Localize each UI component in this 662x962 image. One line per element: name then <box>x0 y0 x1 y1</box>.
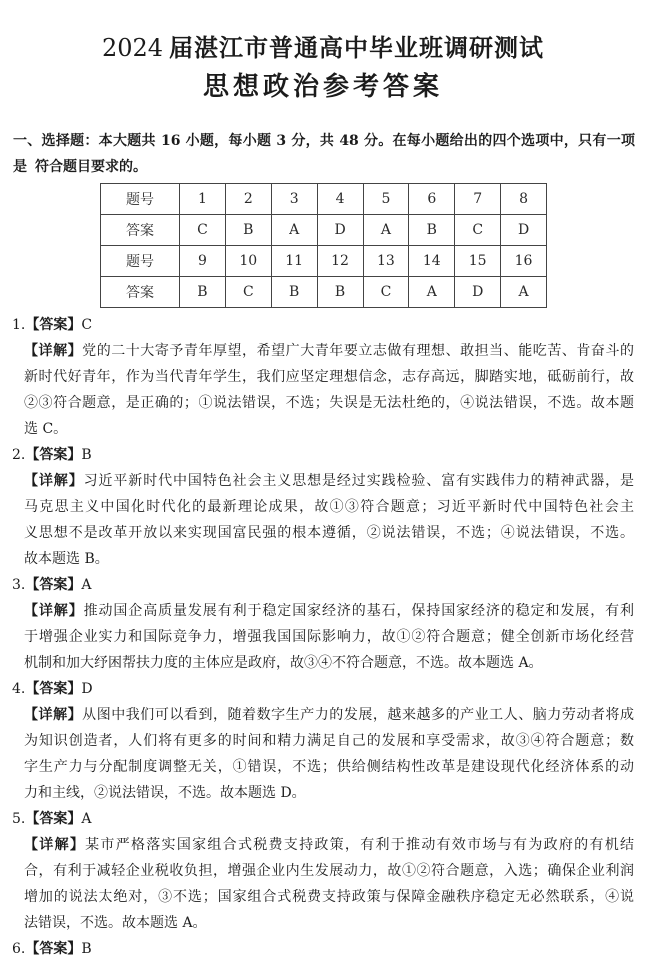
table-cell: D <box>501 215 547 246</box>
detail-line: 字生产力与分配制度调整无关，①错误，不选；供给侧结构性改革是建设现代化经济体系的动 <box>24 759 634 775</box>
detail-line: 为知识创造者，人们将有更多的时间和精力满足自己的发展和享受需求，故③④符合题意；数 <box>24 733 634 749</box>
detail-label: 【详解】 <box>24 343 83 359</box>
title-text: 届湛江市普通高中毕业班调研测试 <box>169 34 545 62</box>
table-row <box>101 246 547 277</box>
table-cell: 6 <box>409 184 455 215</box>
answer-table <box>100 183 547 308</box>
answer-label: 【答案】 <box>25 447 82 463</box>
table-cell: A <box>501 277 547 308</box>
table-cell: A <box>271 215 317 246</box>
table-cell: B <box>409 215 455 246</box>
table-cell: 2 <box>225 184 271 215</box>
detail-line <box>24 598 634 624</box>
answer-value: B <box>81 447 92 463</box>
detail-line: 义思想不是改革开放以来实现国富民强的根本遵循，②说法错误，不选；④说法错误，不选。 <box>24 525 634 541</box>
answer-label: 【答案】 <box>25 577 82 593</box>
table-cell: B <box>180 277 226 308</box>
table-cell: 14 <box>409 246 455 277</box>
question-number: 2. <box>12 447 26 463</box>
detail-line: ②③符合题意，是正确的；①说法错误，不选；失误是无法杜绝的，④说法错误，不选。故本题 <box>24 395 634 411</box>
answer-line <box>0 806 662 832</box>
answer-label: 【答案】 <box>25 811 82 827</box>
detail-line: 力和主线，②说法错误，不选。故本题选 D。 <box>24 785 306 801</box>
question-number: 6. <box>12 941 26 957</box>
row-header: 答案 <box>101 215 180 246</box>
table-cell: 4 <box>317 184 363 215</box>
answer-line <box>0 676 662 702</box>
table-row <box>101 184 547 215</box>
detail-line: 新时代好青年，作为当代青年学生，我们应坚定理想信念，志存高远，脚踏实地，砥砺前行，故 <box>24 369 634 385</box>
table-cell: 7 <box>455 184 501 215</box>
table-cell: B <box>317 277 363 308</box>
detail-text: 习近平新时代中国特色社会主义思想是经过实践检验、富有实践伟力的精神武器，是 <box>83 473 635 489</box>
table-cell: B <box>225 215 271 246</box>
detail-line: 机制和加大纾困帮扶力度的主体应是政府，故③④不符合题意，不选。故本题选 A。 <box>24 655 543 671</box>
detail-text: 党的二十大寄予青年厚望，希望广大青年要立志做有理想、敢担当、能吃苦、肯奋斗的 <box>82 343 635 359</box>
table-cell: 15 <box>455 246 501 277</box>
row-header: 题号 <box>101 184 180 215</box>
detail-line: 故本题选 B。 <box>24 551 109 567</box>
detail-line <box>24 702 634 728</box>
document-title <box>0 32 646 64</box>
answer-label: 【答案】 <box>25 681 82 697</box>
answer-line <box>0 936 662 956</box>
answer-value: B <box>81 941 92 957</box>
detail-text: 推动国企高质量发展有利于稳定国家经济的基石，保持国家经济的稳定和发展，有利 <box>83 603 635 619</box>
table-cell: A <box>363 215 409 246</box>
detail-line: 于增强企业实力和国际竞争力，增强我国国际影响力，故①②符合题意；健全创新市场化经营 <box>24 629 634 645</box>
detail-line <box>24 338 634 364</box>
detail-line: 选 C。 <box>24 421 68 437</box>
answer-line <box>0 442 662 468</box>
table-cell: C <box>225 277 271 308</box>
answer-value: A <box>81 811 92 827</box>
table-cell: D <box>455 277 501 308</box>
answer-label: 【答案】 <box>25 941 82 957</box>
detail-label: 【详解】 <box>24 837 86 853</box>
table-cell: C <box>455 215 501 246</box>
detail-line: 增加的说法太绝对，③不选；国家组合式税费支持政策与保障金融秩序稳定无必然联系，④说 <box>24 889 634 905</box>
answer-line <box>0 572 662 598</box>
detail-line: 合，有利于减轻企业税收负担，增强企业内生发展动力，故①②符合题意，入选；确保企业利润 <box>24 863 634 879</box>
question-number: 3. <box>12 577 26 593</box>
answer-value: C <box>81 317 93 333</box>
detail-label: 【详解】 <box>24 603 84 619</box>
answer-value: A <box>81 577 92 593</box>
detail-text: 某市严格落实国家组合式税费支持政策，有利于推动有效市场与有为政府的有机结 <box>85 837 635 853</box>
table-cell: C <box>363 277 409 308</box>
question-number: 5. <box>12 811 26 827</box>
answer-value: D <box>81 681 93 697</box>
table-cell: D <box>317 215 363 246</box>
question-explanations <box>0 312 662 956</box>
question-number: 1. <box>12 317 26 333</box>
table-cell: C <box>180 215 226 246</box>
detail-line: 法错误，不选。故本题选 A。 <box>24 915 207 931</box>
table-cell: 16 <box>501 246 547 277</box>
table-cell: 5 <box>363 184 409 215</box>
table-row <box>101 277 547 308</box>
table-row <box>101 215 547 246</box>
title-year: 2024 <box>101 34 164 62</box>
detail-label: 【详解】 <box>24 473 84 489</box>
answer-line <box>0 312 662 338</box>
section-heading-line: 符合题目要求的。 <box>35 159 147 175</box>
section-heading-line: 一、选择题：本大题共 16 小题，每小题 3 分，共 48 分。在每小题给出的四个选项中，只有一项是 <box>13 133 635 175</box>
table-cell: 13 <box>363 246 409 277</box>
detail-label: 【详解】 <box>24 707 83 723</box>
section-heading <box>13 128 635 180</box>
table-cell: 9 <box>180 246 226 277</box>
question-number: 4. <box>12 681 26 697</box>
table-cell: 8 <box>501 184 547 215</box>
table-cell: A <box>409 277 455 308</box>
detail-text: 从图中我们可以看到，随着数字生产力的发展，越来越多的产业工人、脑力劳动者将成 <box>82 707 635 723</box>
table-cell: 3 <box>271 184 317 215</box>
table-cell: 10 <box>225 246 271 277</box>
detail-line <box>24 468 634 494</box>
row-header: 题号 <box>101 246 180 277</box>
document-subtitle: 思想政治参考答案 <box>202 72 443 102</box>
row-header: 答案 <box>101 277 180 308</box>
table-cell: B <box>271 277 317 308</box>
table-cell: 11 <box>271 246 317 277</box>
table-cell: 1 <box>180 184 226 215</box>
detail-line: 马克思主义中国化时代化的最新理论成果，故①③符合题意；习近平新时代中国特色社会主 <box>24 499 634 515</box>
detail-line <box>24 832 634 858</box>
answer-label: 【答案】 <box>25 317 82 333</box>
table-cell: 12 <box>317 246 363 277</box>
